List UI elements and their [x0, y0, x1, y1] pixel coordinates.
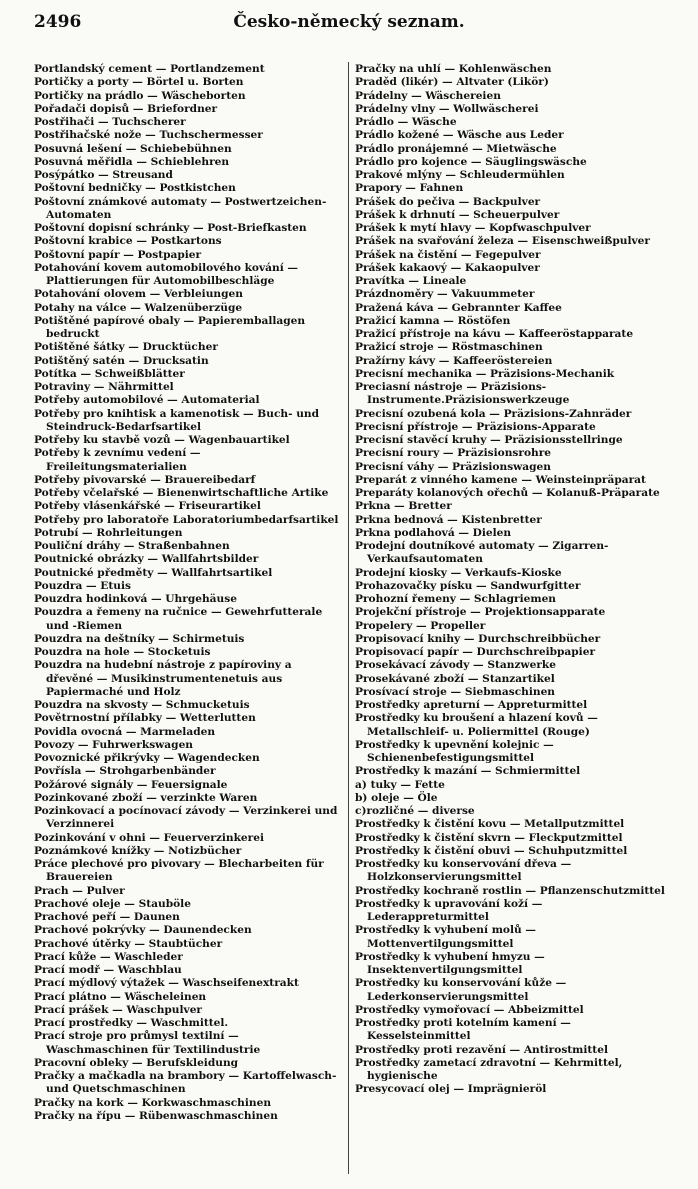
index-entry: Precisní mechanika — Präzisions-Mechanik: [355, 367, 615, 380]
index-entry: Potítka — Schweißblätter: [34, 367, 185, 380]
index-entry: Preparáty kolanových ořechů — Kolanuß-Präparate: [355, 487, 660, 499]
index-entry: Pražicí stroje — Röstmaschinen: [355, 341, 543, 354]
index-entry: Povoznické přikrývky — Wagendecken: [34, 752, 260, 764]
index-entry: Prádelny — Wäschereien: [355, 89, 501, 102]
index-entry: Prohazovačky písku — Sandwurfgitter: [355, 579, 581, 592]
index-entry: Prachové peří — Daunen: [34, 911, 180, 923]
index-entry: Precisní roury — Präzisionsrohre: [355, 447, 552, 460]
index-entry: c)rozličné — diverse: [355, 805, 475, 817]
index-entry: Pouzdra na hole — Stocketuis: [34, 646, 211, 658]
index-entry: Povidla ovocná — Marmeladen: [34, 725, 216, 738]
index-entry: Prostředky zametací zdravotní — Kehrmittel, hygienische: [355, 1056, 623, 1082]
index-entry: Posuvná měřidla — Schieblehren: [34, 155, 230, 168]
index-entry: Prostředky ku broušení a hlazení kovů — Metallschleif- u. Poliermittel (Rouge): [355, 712, 598, 738]
index-entry: Pouzdra a řemeny na ručnice — Gewehrfutterale und -Riemen: [34, 606, 323, 632]
index-entry: Prostředky proti rezavění — Antirostmittel: [355, 1043, 608, 1056]
index-entry: Prosekávané zboží — Stanzartikel: [355, 672, 555, 685]
index-entry: Propelery — Propeller: [355, 619, 486, 632]
index-entry: Pračky a mačkadla na brambory — Kartoffelwasch- und Quetschmaschinen: [34, 1070, 337, 1096]
index-entry: Prací prášek — Waschpulver: [34, 1003, 203, 1016]
index-entry: Postřihači — Tuchscherer: [34, 116, 186, 128]
index-entry: Pracovní obleky — Berufskleidung: [34, 1056, 239, 1069]
index-entry: Prázdnoměry — Vakuummeter: [355, 288, 535, 301]
index-entry: Preciasní nástroje — Präzisions-Instrumente.Präzisionswerkzeuge: [355, 381, 570, 407]
index-entry: Pozinkovací a pocínovací závody — Verzinkerei und Verzinnerei: [34, 805, 338, 831]
index-entry: Potištěné papírové obaly — Papieremballagen bedruckt: [34, 314, 306, 340]
index-entry: Prací plátno — Wäscheleinen: [34, 990, 207, 1003]
index-entry: Prohozní řemeny — Schlagriemen: [355, 593, 557, 605]
index-entry: Prach — Pulver: [34, 884, 125, 897]
index-entry: Poznámkové knížky — Notizbücher: [34, 844, 242, 857]
index-entry: Prostředky k čistění kovu — Metallputzmittel: [355, 818, 625, 831]
index-entry: Prostředky k mazání — Schmiermittel: [355, 765, 581, 778]
index-entry: Prachové útěrky — Staubtücher: [34, 937, 223, 950]
index-entry: Prostředky k vyhubení molů — Mottenvertilgungsmittel: [355, 924, 536, 950]
index-entry: Potřeby pro knihtisk a kamenotisk — Buch- und Steindruck-Bedarfsartikel: [34, 407, 320, 433]
index-entry: Portlandský cement — Portlandzement: [34, 63, 265, 75]
index-entry: Prapory — Fahnen: [355, 182, 464, 195]
index-entry: Prostředky k upravování koží — Lederappreturmittel: [355, 897, 543, 923]
index-entry: Propisovací knihy — Durchschreibbücher: [355, 632, 601, 645]
index-entry: Pozinkování v ohni — Feuerverzinkerei: [34, 831, 264, 844]
index-entry: Prací modř — Waschblau: [34, 964, 182, 976]
index-entry: Pražírny kávy — Kaffeeröstereien: [355, 354, 553, 367]
index-entry: Prášek do pečiva — Backpulver: [355, 195, 541, 208]
index-entry: Prostředky ku konservování dřeva — Holzkonservierungsmittel: [355, 858, 572, 884]
index-entry: Precisní váhy — Präzisionswagen: [355, 460, 551, 473]
index-entry: Prášek na svařování železa — Eisenschweißpulver: [355, 235, 651, 248]
index-entry: Pouzdra na deštníky — Schirmetuis: [34, 632, 245, 645]
index-entry: Poštovní bedničky — Postkistchen: [34, 182, 236, 195]
index-entry: Potřeby vlásenkářské — Friseurartikel: [34, 500, 261, 513]
index-entry: Pračky na kork — Korkwaschmaschinen: [34, 1096, 272, 1109]
index-entry: Prádlo kožené — Wäsche aus Leder: [355, 129, 564, 142]
left-column: [34, 63, 342, 1123]
index-entry: Pouzdra — Etuis: [34, 579, 131, 592]
index-entry: Prostředky vymořovací — Abbeizmittel: [355, 1003, 584, 1016]
index-entry: Precisní ozubená kola — Präzisions-Zahnräder: [355, 407, 632, 420]
index-entry: Prací prostředky — Waschmittel.: [34, 1017, 229, 1029]
index-entry: Požárové signály — Feuersignale: [34, 778, 228, 791]
index-entry: Potištěné šátky — Drucktücher: [34, 341, 218, 354]
index-entry: Potraviny — Nährmittel: [34, 381, 174, 393]
index-entry: Potřeby pivovarské — Brauereibedarf: [34, 473, 256, 486]
index-entry: Pravítka — Lineale: [355, 275, 467, 287]
index-entry: Prostředky k vyhubení hmyzu — Insektenvertilgungsmittel: [355, 950, 545, 976]
index-entry: Portičky na prádlo — Wäscheborten: [34, 89, 246, 102]
index-entry: Propisovací papír — Durchschreibpapier: [355, 646, 596, 658]
index-entry: Posýpátko — Streusand: [34, 169, 173, 181]
index-entry: Pražicí kamna — Röstöfen: [355, 314, 511, 327]
index-entry: Potrubí — Rohrleitungen: [34, 526, 183, 539]
index-entry: Posuvná lešení — Schiebebühnen: [34, 142, 232, 155]
right-column: [355, 63, 667, 1097]
index-entry: Prkna — Bretter: [355, 500, 452, 513]
index-entry: Potahování olovem — Verbleiungen: [34, 288, 243, 301]
index-entry: Poutnické předměty — Wallfahrtsartikel: [34, 566, 273, 579]
index-entry: Prací kůže — Waschleder: [34, 950, 183, 963]
index-entry: Poutnické obrázky — Wallfahrtsbilder: [34, 553, 259, 566]
index-entry: Pouzdra na hudební nástroje z papíroviny a dřevěné — Musikinstrumentenetuis aus Papiermaché und Holz: [34, 659, 292, 698]
index-entry: b) oleje — Öle: [355, 791, 438, 804]
index-entry: Pouzdra hodinková — Uhrgehäuse: [34, 593, 237, 605]
index-entry: Prášek na čistění — Fegepulver: [355, 248, 541, 261]
index-entry: Prodejní doutníkové automaty — Zigarren-Verkaufsautomaten: [355, 540, 609, 566]
index-entry: Prádelny vlny — Wollwäscherei: [355, 102, 539, 115]
index-entry: Precisní stavěcí kruhy — Präzisionsstellringe: [355, 434, 623, 446]
index-entry: Potřeby včelařské — Bienenwirtschaftliche Artike: [34, 487, 329, 499]
index-entry: Precisní přístroje — Präzisions-Apparate: [355, 420, 596, 433]
index-entry: Prostředky k upevnění kolejnic — Schienenbefestigungsmittel: [355, 738, 554, 764]
index-entry: Potřeby ku stavbě vozů — Wagenbauartikel: [34, 434, 290, 446]
index-entry: Prodejní kiosky — Verkaufs-Kioske: [355, 566, 562, 579]
index-entry: Praděd (likér) — Altvater (Likör): [355, 76, 549, 89]
index-entry: Pouliční dráhy — Straßenbahnen: [34, 540, 230, 552]
index-entry: Prášek k mytí hlavy — Kopfwaschpulver: [355, 222, 591, 234]
index-entry: Prostředky apreturní — Appreturmittel: [355, 699, 588, 711]
index-entry: Pozinkované zboží — verzinkte Waren: [34, 791, 258, 804]
index-entry: Prostředky kochraně rostlin — Pflanzenschutzmittel: [355, 884, 665, 897]
index-entry: Potřeby automobilové — Automaterial: [34, 394, 260, 407]
index-entry: Prádlo pro kojence — Säuglingswäsche: [355, 155, 587, 168]
page-number: 2496: [34, 12, 82, 32]
index-entry: Potahy na válce — Walzenüberzüge: [34, 301, 243, 314]
page-title: Česko-německý seznam.: [233, 12, 465, 32]
index-entry: Portičky a porty — Börtel u. Borten: [34, 76, 244, 89]
index-entry: Prostředky proti kotelním kamení — Kesselsteinmittel: [355, 1017, 571, 1043]
index-entry: Potřeby pro laboratoře Laboratoriumbedarfsartikel: [34, 513, 339, 526]
index-entry: Prachové oleje — Stauböle: [34, 897, 191, 910]
index-entry: Potřeby k zevnímu vedení — Freileitungsmaterialien: [34, 447, 201, 473]
index-entry: Prací mýdlový výtažek — Waschseifenextrakt: [34, 977, 299, 990]
column-divider: [348, 62, 349, 1174]
index-entry: Prosívací stroje — Siebmaschinen: [355, 685, 556, 698]
index-entry: Preparát z vinného kamene — Weinsteinpräparat: [355, 473, 646, 486]
index-entry: Pražená káva — Gebrannter Kaffee: [355, 301, 562, 314]
index-entry: Prosekávací závody — Stanzwerke: [355, 659, 556, 672]
index-entry: Povozy — Fuhrwerkswagen: [34, 738, 194, 751]
index-entry: Poštovní známkové automaty — Postwertzeichen-Automaten: [34, 195, 327, 221]
index-entry: a) tuky — Fette: [355, 778, 445, 791]
index-entry: Prášek k drhnutí — Scheuerpulver: [355, 208, 560, 221]
index-entry: Prostředky k čistění skvrn — Fleckputzmittel: [355, 831, 623, 844]
index-entry: Prostředky ku konservování kůže — Lederkonservierungsmittel: [355, 977, 567, 1003]
index-entry: Pořadači dopisů — Briefordner: [34, 102, 218, 115]
index-entry: Prkna podlahová — Dielen: [355, 526, 512, 539]
index-entry: Pračky na řípu — Rübenwaschmaschinen: [34, 1109, 278, 1122]
index-entry: Prkna bednová — Kistenbretter: [355, 513, 542, 526]
index-entry: Práce plechové pro pivovary — Blecharbeiten für Brauereien: [34, 858, 324, 884]
index-entry: Poštovní papír — Postpapier: [34, 248, 202, 261]
index-entry: Postřihačské nože — Tuchschermesser: [34, 129, 263, 142]
index-entry: Poštovní dopisní schránky — Post-Briefkasten: [34, 222, 307, 234]
index-entry: Pražicí přístroje na kávu — Kaffeeröstapparate: [355, 328, 634, 340]
index-entry: Prostředky k čistění obuvi — Schuhputzmittel: [355, 844, 628, 857]
index-entry: Prášek kakaový — Kakaopulver: [355, 261, 540, 274]
index-entry: Prací stroje pro průmysl textilní — Waschmaschinen für Textilindustrie: [34, 1030, 261, 1056]
index-entry: Prádlo — Wäsche: [355, 116, 457, 128]
index-entry: Povřísla — Strohgarbenbänder: [34, 765, 216, 778]
index-entry: Povětrnostní přílabky — Wetterlutten: [34, 712, 256, 725]
index-entry: Prachové pokrývky — Daunendecken: [34, 924, 252, 937]
index-entry: Pouzdra na skvosty — Schmucketuis: [34, 699, 250, 711]
index-entry: Presycovací olej — Imprägnieröl: [355, 1083, 547, 1096]
index-entry: Pračky na uhlí — Kohlenwäschen: [355, 63, 552, 75]
index-entry: Poštovní krabice — Postkartons: [34, 235, 222, 248]
index-entry: Potahování kovem automobilového kování — Plattierungen für Automobilbeschläge: [34, 261, 299, 287]
index-entry: Potištěný satén — Drucksatin: [34, 354, 209, 367]
index-entry: Prakové mlýny — Schleudermühlen: [355, 169, 565, 181]
index-entry: Prádlo pronájemné — Mietwäsche: [355, 142, 557, 155]
index-entry: Projekční přístroje — Projektionsapparate: [355, 606, 606, 619]
